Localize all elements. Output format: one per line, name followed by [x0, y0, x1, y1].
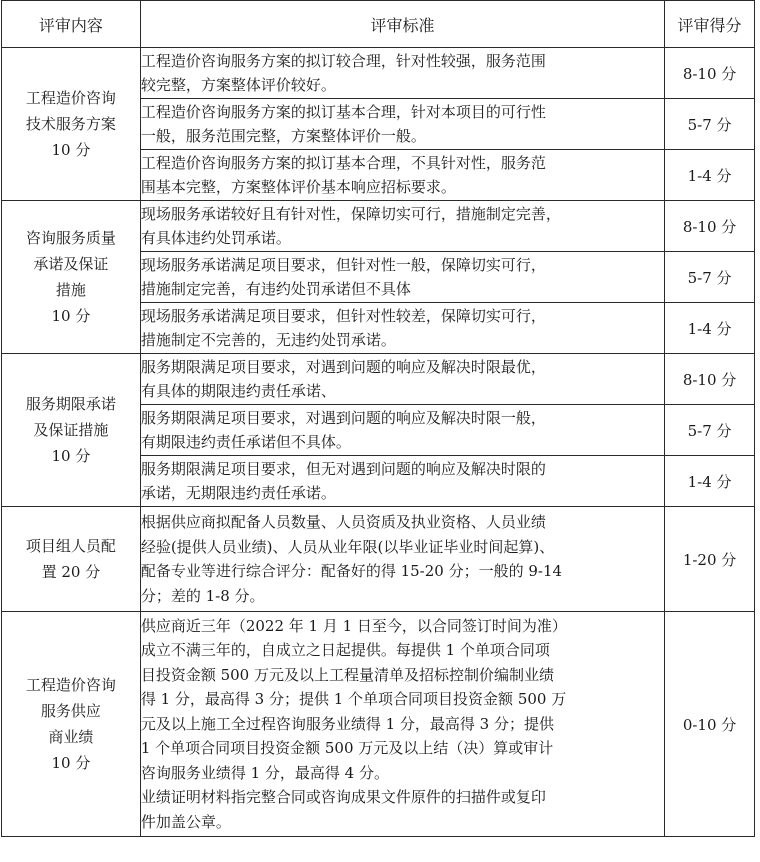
item-label-line: 项目组人员配 [25, 537, 116, 555]
criteria-line: 服务期限满足项目要求，对遇到问题的响应及解决时限一般， [140, 408, 546, 427]
criteria-line: 现场服务承诺较好且有针对性，保障切实可行，措施制定完善， [140, 204, 561, 223]
item-label-line: 承诺及保证 [33, 255, 109, 273]
score-cell: 0-10 分 [665, 612, 755, 837]
score-cell: 5-7 分 [665, 99, 755, 150]
criteria-cell [140, 303, 664, 354]
criteria-line: 有具体的期限违约责任承诺、 [140, 382, 336, 400]
item-label-line: 10 分 [51, 447, 91, 465]
criteria-line: 工程造价咨询服务方案的拟订较合理，针对性较强，服务范围 [140, 51, 546, 70]
item-label-line: 咨询服务质量 [25, 229, 116, 247]
criteria-cell [140, 507, 664, 612]
criteria-line: 围基本完整，方案整体评价基本响应招标要求。 [140, 178, 456, 196]
item-label-line: 工程造价咨询 [25, 89, 116, 107]
criteria-line: 件加盖公章。 [140, 812, 231, 831]
table-row [2, 612, 755, 837]
criteria-cell [140, 456, 664, 507]
criteria-cell [140, 201, 664, 252]
table-row [2, 201, 755, 252]
header-score: 评审得分 [665, 1, 755, 48]
criteria-line: 元及以上施工全过程咨询服务业绩得 1 分，最高得 3 分；提供 [140, 714, 554, 733]
criteria-line: 1 个单项合同项目投资金额 500 万元及以上结（决）算或审计 [140, 739, 554, 758]
score-cell: 5-7 分 [665, 405, 755, 456]
criteria-cell [140, 612, 664, 837]
item-technical-plan [2, 48, 141, 201]
criteria-line: 根据供应商拟配备人员数量、人员资质及执业资格、人员业绩 [140, 513, 546, 531]
item-label-line: 置 20 分 [41, 563, 101, 581]
header-row [2, 1, 755, 48]
item-service-quality [2, 201, 141, 354]
criteria-line: 经验(提供人员业绩)、人员从业年限(以毕业证毕业时间起算)、 [140, 537, 555, 556]
item-label-line: 及保证措施 [33, 421, 109, 439]
criteria-line: 承诺，无期限违约责任承诺。 [140, 484, 336, 502]
item-label-line: 10 分 [51, 754, 91, 772]
item-supplier-performance [2, 612, 141, 837]
criteria-line: 分；差的 1-8 分。 [140, 586, 265, 605]
item-label-line: 10 分 [51, 141, 91, 159]
criteria-line: 措施制定完善，有违约处罚承诺但不具体 [140, 280, 411, 298]
criteria-line: 较完整，方案整体评价较好。 [140, 76, 336, 94]
score-cell: 1-4 分 [665, 150, 755, 201]
criteria-cell [140, 354, 664, 405]
criteria-line: 成立不满三年的，自成立之日起提供。每提供 1 个单项合同项 [140, 641, 550, 660]
criteria-line: 有期限违约责任承诺但不具体。 [140, 433, 351, 451]
table-row [2, 354, 755, 405]
item-label-line: 服务期限承诺 [25, 395, 116, 413]
header-criteria: 评审标准 [140, 1, 664, 48]
table-row [2, 48, 755, 99]
criteria-cell [140, 252, 664, 303]
score-cell: 8-10 分 [665, 201, 755, 252]
criteria-cell [140, 150, 664, 201]
scoring-table [1, 0, 755, 837]
table-row [2, 507, 755, 612]
criteria-cell [140, 48, 664, 99]
criteria-line: 有具体违约处罚承诺。 [140, 229, 291, 247]
item-service-period [2, 354, 141, 507]
item-staffing [2, 507, 141, 612]
score-cell: 8-10 分 [665, 354, 755, 405]
score-cell: 5-7 分 [665, 252, 755, 303]
criteria-line: 工程造价咨询服务方案的拟订基本合理，针对本项目的可行性 [140, 102, 546, 121]
score-cell: 1-20 分 [665, 507, 755, 612]
criteria-line: 服务期限满足项目要求，对遇到问题的响应及解决时限最优， [140, 357, 546, 376]
item-label-line: 服务供应 [40, 702, 101, 720]
score-cell: 8-10 分 [665, 48, 755, 99]
item-label-line: 商业绩 [48, 728, 94, 746]
criteria-line: 现场服务承诺满足项目要求，但针对性一般，保障切实可行， [140, 255, 546, 274]
criteria-line: 目投资金额 500 万元及以上工程量清单及招标控制价编制业绩 [140, 665, 554, 684]
criteria-line: 现场服务承诺满足项目要求，但针对性较差，保障切实可行， [140, 306, 546, 325]
score-cell: 1-4 分 [665, 456, 755, 507]
item-label-line: 措施 [55, 281, 86, 299]
item-label-line: 工程造价咨询 [25, 676, 116, 694]
criteria-cell [140, 99, 664, 150]
criteria-line: 供应商近三年（2022 年 1 月 1 日至今，以合同签订时间为准） [140, 616, 567, 635]
criteria-line: 咨询服务业绩得 1 分，最高得 4 分。 [140, 763, 389, 782]
criteria-line: 业绩证明材料指完整合同或咨询成果文件原件的扫描件或复印 [140, 788, 546, 807]
criteria-line: 服务期限满足项目要求，但无对遇到问题的响应及解决时限的 [140, 459, 546, 478]
criteria-line: 一般，服务范围完整，方案整体评价一般。 [140, 127, 426, 145]
item-label-line: 10 分 [51, 307, 91, 325]
criteria-line: 得 1 分，最高得 3 分；提供 1 个单项合同项目投资金额 500 万 [140, 690, 567, 709]
score-cell: 1-4 分 [665, 303, 755, 354]
criteria-cell [140, 405, 664, 456]
criteria-line: 工程造价咨询服务方案的拟订基本合理，不具针对性，服务范 [140, 153, 546, 172]
header-item: 评审内容 [2, 1, 141, 48]
criteria-line: 措施制定不完善的，无违约处罚承诺。 [140, 331, 396, 349]
item-label-line: 技术服务方案 [25, 115, 116, 133]
criteria-line: 配备专业等进行综合评分：配备好的得 15-20 分；一般的 9-14 [140, 562, 563, 580]
